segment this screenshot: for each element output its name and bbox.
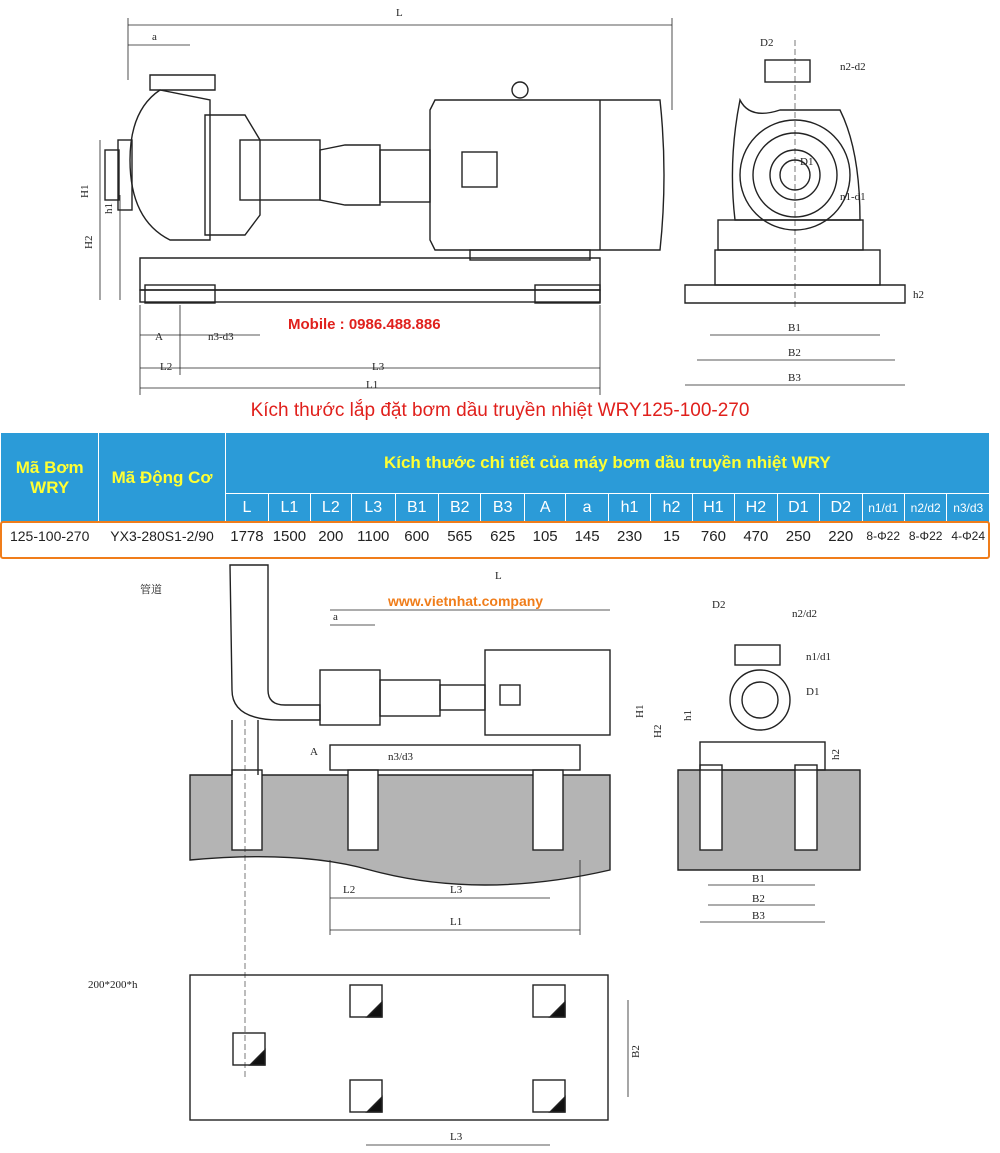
drawing-caption: Kích thước lắp đặt bơm dầu truyền nhiệt WRY125-100-270: [250, 400, 750, 421]
svg-text:n1/d1: n1/d1: [806, 651, 832, 663]
header-dim: D1: [777, 494, 819, 523]
svg-text:D1: D1: [800, 156, 814, 168]
table-cell: 200: [310, 523, 351, 550]
svg-text:管道: 管道: [140, 584, 162, 596]
svg-text:L: L: [495, 570, 502, 582]
header-dim: n3/d3: [947, 494, 990, 523]
svg-text:B3: B3: [788, 372, 801, 384]
header-dim: h1: [608, 494, 650, 523]
svg-text:h2: h2: [913, 289, 924, 301]
header-dim: B2: [439, 494, 481, 523]
header-dim: B1: [395, 494, 438, 523]
header-motor-code: Mã Động Cơ: [99, 433, 225, 523]
table-cell: 15: [651, 523, 692, 550]
cell-pump-code: 125-100-270: [1, 523, 99, 550]
table-cell: 230: [608, 523, 650, 550]
svg-text:L2: L2: [160, 361, 173, 373]
table-cell: 565: [439, 523, 481, 550]
svg-text:L3: L3: [372, 361, 385, 373]
header-dim: H1: [692, 494, 734, 523]
svg-text:h2: h2: [830, 749, 842, 760]
header-dim: n1/d1: [862, 494, 904, 523]
table-cell: 1778: [225, 523, 268, 550]
table-cell: 8-Φ22: [904, 523, 946, 550]
header-pump-code: Mã Bơm WRY: [1, 433, 99, 523]
table-cell: 145: [566, 523, 608, 550]
svg-text:B1: B1: [788, 322, 801, 334]
svg-text:a: a: [333, 611, 338, 623]
svg-text:A: A: [310, 746, 318, 758]
svg-text:a: a: [152, 31, 157, 43]
svg-text:D2: D2: [712, 599, 726, 611]
svg-text:L1: L1: [450, 916, 463, 928]
svg-text:B1: B1: [752, 873, 765, 885]
svg-text:L2: L2: [343, 884, 356, 896]
table-cell: 600: [395, 523, 438, 550]
header-dim: n2/d2: [904, 494, 946, 523]
header-dim: L1: [269, 494, 310, 523]
table-cell: 625: [481, 523, 524, 550]
svg-text:L3: L3: [450, 1131, 463, 1143]
svg-text:H1: H1: [79, 184, 91, 198]
table-cell: 760: [692, 523, 734, 550]
header-dim: A: [524, 494, 565, 523]
svg-text:A: A: [155, 331, 163, 343]
svg-text:200*200*h: 200*200*h: [88, 979, 138, 991]
table-cell: 220: [820, 523, 862, 550]
header-dim: L: [225, 494, 268, 523]
svg-text:B2: B2: [752, 893, 765, 905]
table-cell: 1100: [352, 523, 395, 550]
svg-text:D1: D1: [806, 686, 820, 698]
svg-text:n3/d3: n3/d3: [388, 751, 414, 763]
header-dim: H2: [735, 494, 777, 523]
svg-text:D2: D2: [760, 37, 774, 49]
svg-text:n2-d2: n2-d2: [840, 61, 866, 73]
header-dim: L2: [310, 494, 351, 523]
header-group-title: Kích thước chi tiết của máy bơm dầu truyền nhiệt WRY: [225, 433, 989, 494]
svg-text:H1: H1: [634, 704, 646, 718]
header-dim: a: [566, 494, 608, 523]
svg-text:L: L: [396, 7, 403, 19]
table-cell: 8-Φ22: [862, 523, 904, 550]
svg-text:B3: B3: [752, 910, 765, 922]
header-dim: h2: [651, 494, 692, 523]
cell-motor-code: YX3-280S1-2/90: [99, 523, 225, 550]
table-cell: 1500: [269, 523, 310, 550]
header-dim: L3: [352, 494, 395, 523]
table-cell: 470: [735, 523, 777, 550]
website-text: www.vietnhat.company: [388, 593, 544, 609]
table-cell: 4-Φ24: [947, 523, 990, 550]
svg-text:n2/d2: n2/d2: [792, 608, 818, 620]
svg-text:L1: L1: [366, 379, 379, 391]
svg-text:H2: H2: [83, 235, 95, 249]
svg-text:H2: H2: [652, 724, 664, 738]
svg-text:h1: h1: [103, 203, 115, 214]
mobile-phone-text: Mobile : 0986.488.886: [288, 316, 441, 333]
row-highlight-border: [0, 521, 990, 559]
svg-text:n3-d3: n3-d3: [208, 331, 234, 343]
svg-text:h1: h1: [682, 710, 694, 721]
svg-text:L3: L3: [450, 884, 463, 896]
header-dim: D2: [820, 494, 862, 523]
table-cell: 105: [524, 523, 565, 550]
svg-text:B2: B2: [788, 347, 801, 359]
svg-text:n1-d1: n1-d1: [840, 191, 866, 203]
header-dim: B3: [481, 494, 524, 523]
svg-text:B2: B2: [630, 1045, 642, 1058]
table-cell: 250: [777, 523, 819, 550]
